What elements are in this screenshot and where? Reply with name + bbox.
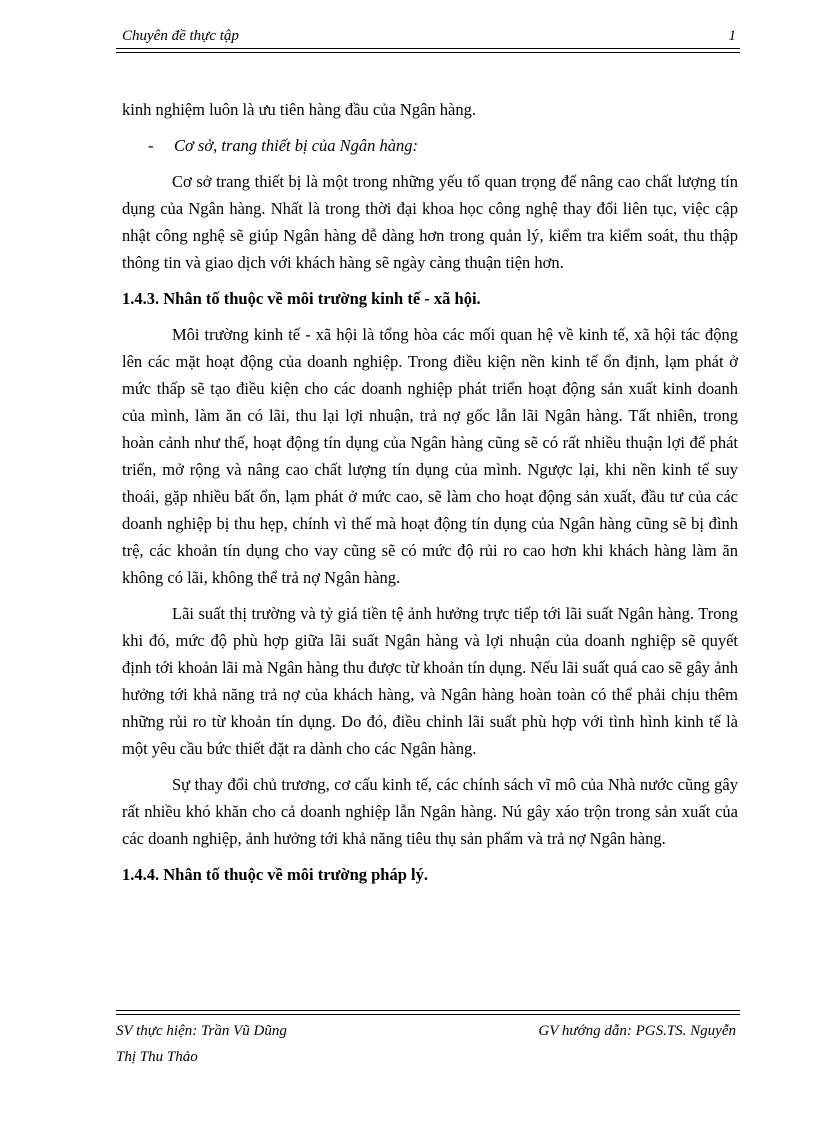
bullet-text: Cơ sở, trang thiết bị của Ngân hàng: [174,136,419,155]
paragraph-policy: Sự thay đổi chủ trương, cơ cấu kinh tế, các chính sách vĩ mô của Nhà nước cũng gây rất nhiều khó khăn cho cả doanh nghiệp lẫn Ngân hàng. Nú gây xáo trộn trong sản xuất của các doanh nghiệp, ảnh hưởng tới khả năng tiêu thụ sản phẩm và trả nợ Ngân hàng. [122,775,738,848]
bullet-item [122,132,738,159]
header-title: Chuyên đề thực tập [122,28,239,44]
document-body [122,96,738,897]
footer-rule [116,1010,740,1015]
paragraph-facilities: Cơ sở trang thiết bị là một trong những yếu tố quan trọng để nâng cao chất lượng tín dụng của Ngân hàng. Nhất là trong thời đại khoa học công nghệ thay đổi liên tục, việc cập nhật công nghệ sẽ giúp Ngân hàng dễ dàng hơn trong quản lý, kiểm tra kiểm soát, thu thập thông tin và giao dịch với khách hàng sẽ ngày càng thuận tiện hơn. [122,172,738,272]
footer-student: SV thực hiện: Trần Vũ Dũng [116,1023,287,1039]
paragraph-economic-env: Môi trường kinh tế - xã hội là tổng hòa các mối quan hệ về kinh tế, xã hội tác động lên các mặt hoạt động của doanh nghiệp. Trong điều kiện nền kinh tế ổn định, lạm phát ở mức thấp sẽ tạo điều kiện cho các doanh nghiệp phát triển hoạt động sản xuất kinh doanh của mình, làm ăn có lãi, thu lại lợi nhuận, trả nợ gốc lẫn lãi Ngân hàng. Tất nhiên, trong hoàn cảnh như thế, hoạt động tín dụng của Ngân hàng cũng sẽ có rất nhiều thuận lợi để phát triển, mở rộng và nâng cao chất lượng tín dụng của mình. Ngược lại, khi nền kinh tế suy thoái, gặp nhiều bất ổn, lạm phát ở mức cao, sẽ làm cho hoạt động sản xuất, đầu tư của các doanh nghiệp bị thu hẹp, chính vì thế mà hoạt động tín dụng của Ngân hàng cũng sẽ bị đình trệ, các khoản tín dụng cho vay cũng sẽ có mức độ rủi ro cao hơn khi khách hàng làm ăn không có lãi, không thể trả nợ Ngân hàng. [122,325,738,587]
bullet-dash: - [148,136,154,155]
header-rule [116,48,740,53]
footer-advisor-continued: Thị Thu Thảo [116,1049,198,1065]
heading-1-4-3: 1.4.3. Nhân tố thuộc về môi trường kinh tế - xã hội. [122,289,481,308]
page-number: 1 [728,28,736,44]
footer-advisor: GV hướng dẫn: PGS.TS. Nguyễn [538,1023,736,1039]
page-header [116,26,740,48]
paragraph-interest-rate: Lãi suất thị trường và tỷ giá tiền tệ ảnh hưởng trực tiếp tới lãi suất Ngân hàng. Trong khi đó, mức độ phù hợp giữa lãi suất Ngân hàng và lợi nhuận của doanh nghiệp sẽ quyết định tới khoản lãi mà Ngân hàng thu được từ khoản tín dụng. Nếu lãi suất quá cao sẽ gây ảnh hưởng tới khả năng trả nợ của khách hàng, và Ngân hàng hoàn toàn có thể phải chịu thêm những rủi ro từ khoản tín dụng. Do đó, điều chỉnh lãi suất phù hợp với tình hình kinh tế là một yêu cầu bức thiết đặt ra dành cho các Ngân hàng. [122,604,738,758]
paragraph-intro: kinh nghiệm luôn là ưu tiên hàng đầu của Ngân hàng. [122,100,476,119]
heading-1-4-4: 1.4.4. Nhân tố thuộc về môi trường pháp lý. [122,865,428,884]
